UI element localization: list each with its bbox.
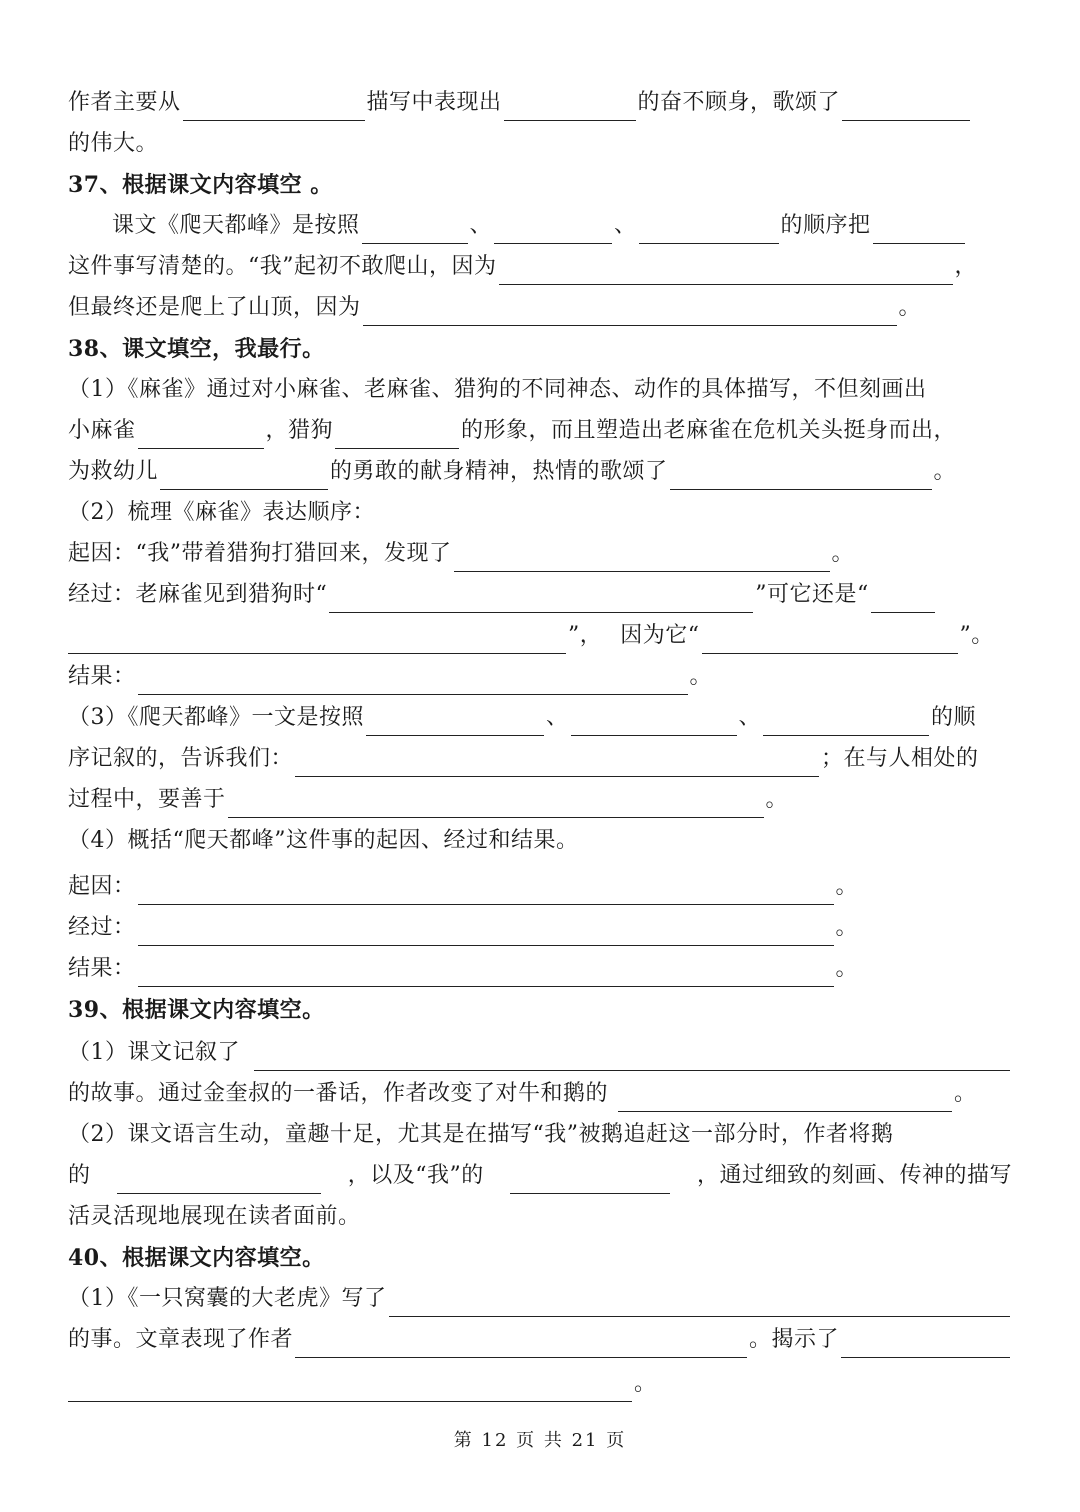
blank[interactable] [702,623,958,654]
text: 结果： [68,664,136,689]
text: 这件事写清楚的。“我”起初不敢爬山，因为 [68,254,497,279]
text: 活灵活现地展现在读者面前。 [68,1204,361,1229]
heading: 39、根据课文内容填空。 [68,997,325,1023]
q38-p2-process [68,572,1012,613]
text: 课文《爬天都峰》是按照 [112,213,360,238]
blank[interactable] [871,582,935,613]
q38-p2-title [68,490,1012,531]
q40-p1-line-3 [68,1361,1012,1402]
blank[interactable] [494,213,612,244]
question-38-heading [68,326,1012,367]
blank[interactable] [254,1040,1010,1071]
text: （4）概括“爬天都峰”这件事的起因、经过和结果。 [68,828,579,853]
text: 序记叙的，告诉我们： [68,746,294,771]
heading: 40、根据课文内容填空。 [68,1245,325,1271]
text: 经过： [68,915,136,940]
blank[interactable] [873,213,965,244]
blank[interactable] [295,746,819,777]
q38-p4-result [68,946,1012,987]
blank[interactable] [841,1327,1010,1358]
text: 作者主要从 [68,90,181,115]
text: 描写中表现出 [366,90,502,115]
text: ，通过细致的刻画、传神的描写 [696,1163,1012,1188]
blank[interactable] [183,90,365,121]
text: 因为它“ [620,623,700,648]
q39-p1-line-2 [68,1071,1012,1112]
text: 。 [898,295,922,320]
blank[interactable] [295,1327,747,1358]
text: （1）《一只窝囊的大老虎》写了 [68,1286,387,1311]
blank[interactable] [138,418,264,449]
text: 起因：“我”带着猎狗打猎回来，发现了 [68,541,452,566]
blank[interactable] [138,664,688,695]
text: 的奋不顾身，歌颂了 [637,90,841,115]
text: 的事。文章表现了作者 [68,1327,294,1352]
blank[interactable] [363,295,897,326]
blank[interactable] [389,1286,1011,1317]
text: ”可它还是“ [755,582,869,607]
text: （1）课文记叙了 [68,1040,240,1065]
text: 的故事。通过金奎叔的一番话，作者改变了对牛和鹅的 [68,1081,609,1106]
text: 经过：老麻雀见到猎狗时“ [68,582,328,607]
blank[interactable] [571,705,737,736]
question-37-heading [68,162,1012,203]
blank[interactable] [454,541,830,572]
blank[interactable] [618,1081,952,1112]
heading: 38、课文填空，我最行。 [68,336,325,362]
q38-p4-title [68,818,1012,859]
page-number: 第 12 页 共 21 页 [453,1430,627,1451]
q39-p2-line-1 [68,1112,1012,1153]
q38-p1-line-2 [68,408,1012,449]
text: 、 [546,705,569,730]
blank[interactable] [138,956,834,987]
text: ”， [568,623,603,648]
q38-p1-line-3 [68,449,1012,490]
text: 的勇敢的献身精神，热情的歌颂了 [330,459,668,484]
q39-p2-line-3 [68,1194,1012,1235]
intro-line-2 [68,121,1012,162]
blank[interactable] [68,1371,632,1402]
q38-p3-line-2 [68,736,1012,777]
text: （2）梳理《麻雀》表达顺序： [68,500,375,525]
q38-p1-line-1 [68,367,1012,408]
q38-p3-line-1 [68,695,1012,736]
q37-line-1 [112,203,1012,244]
text: （2）课文语言生动，童趣十足，尤其是在描写“我”被鹅追赶这一部分时，作者将鹅 [68,1122,894,1147]
text: 的形象，而且塑造出老麻雀在危机关头挺身而出， [461,418,957,443]
text: 过程中，要善于 [68,787,226,812]
q39-p2-line-2 [68,1153,1012,1194]
text: 。 [634,1371,657,1396]
text: 。揭示了 [749,1327,840,1352]
blank[interactable] [160,459,328,490]
text: ；在与人相处的 [821,746,979,771]
question-40-heading [68,1235,1012,1276]
text: 。 [954,1081,977,1106]
blank[interactable] [329,582,753,613]
text: 为救幼儿 [68,459,159,484]
blank[interactable] [504,90,636,121]
text: 、 [469,213,493,238]
blank[interactable] [228,787,764,818]
intro-line-1 [68,80,1012,121]
page-number-footer [0,1426,1080,1452]
q40-p1-line-1 [68,1276,1012,1317]
q38-p4-cause [68,864,1012,905]
q38-p4-process [68,905,1012,946]
text: ，猎狗 [265,418,334,443]
blank[interactable] [670,459,932,490]
text: 的伟大。 [68,131,159,156]
text: 小麻雀 [68,418,136,443]
text: （1）《麻雀》通过对小麻雀、老麻雀、猎狗的不同神态、动作的具体描写，不但刻画出 [68,377,927,402]
q38-p3-line-3 [68,777,1012,818]
blank[interactable] [138,915,834,946]
blank[interactable] [117,1163,321,1194]
blank[interactable] [763,705,929,736]
q38-p2-process-2 [68,613,1012,654]
text: 。 [831,541,855,566]
text: 、 [738,705,762,730]
text: 。 [835,956,859,981]
q37-line-3 [68,285,1012,326]
q37-line-2 [68,244,1012,285]
question-39-heading [68,987,1012,1028]
blank[interactable] [499,254,953,285]
text: 。 [835,915,859,940]
text: （3）《爬天都峰》一文是按照 [68,705,364,730]
text: 的 [68,1163,91,1188]
text: 。 [933,459,957,484]
text: ”。 [959,623,994,648]
q39-p1-line-1 [68,1030,1012,1071]
blank[interactable] [362,213,468,244]
text: 。 [689,664,713,689]
blank[interactable] [842,90,970,121]
q40-p1-line-2 [68,1317,1012,1358]
text: ， [954,254,978,279]
heading: 37、根据课文内容填空 。 [68,172,333,198]
blank[interactable] [335,418,459,449]
text: 但最终还是爬上了山顶，因为 [68,295,361,320]
text: 的顺 [931,705,977,730]
blank[interactable] [68,623,566,654]
q38-p2-cause [68,531,1012,572]
text: 的顺序把 [780,213,871,238]
text: 结果： [68,956,136,981]
text: 。 [835,874,859,899]
blank[interactable] [366,705,544,736]
blank[interactable] [639,213,779,244]
blank[interactable] [510,1163,670,1194]
blank[interactable] [138,874,834,905]
text: 。 [765,787,789,812]
q38-p2-result [68,654,1012,695]
text: 、 [614,213,637,238]
text: 起因： [68,874,136,899]
text: ，以及“我”的 [347,1163,484,1188]
